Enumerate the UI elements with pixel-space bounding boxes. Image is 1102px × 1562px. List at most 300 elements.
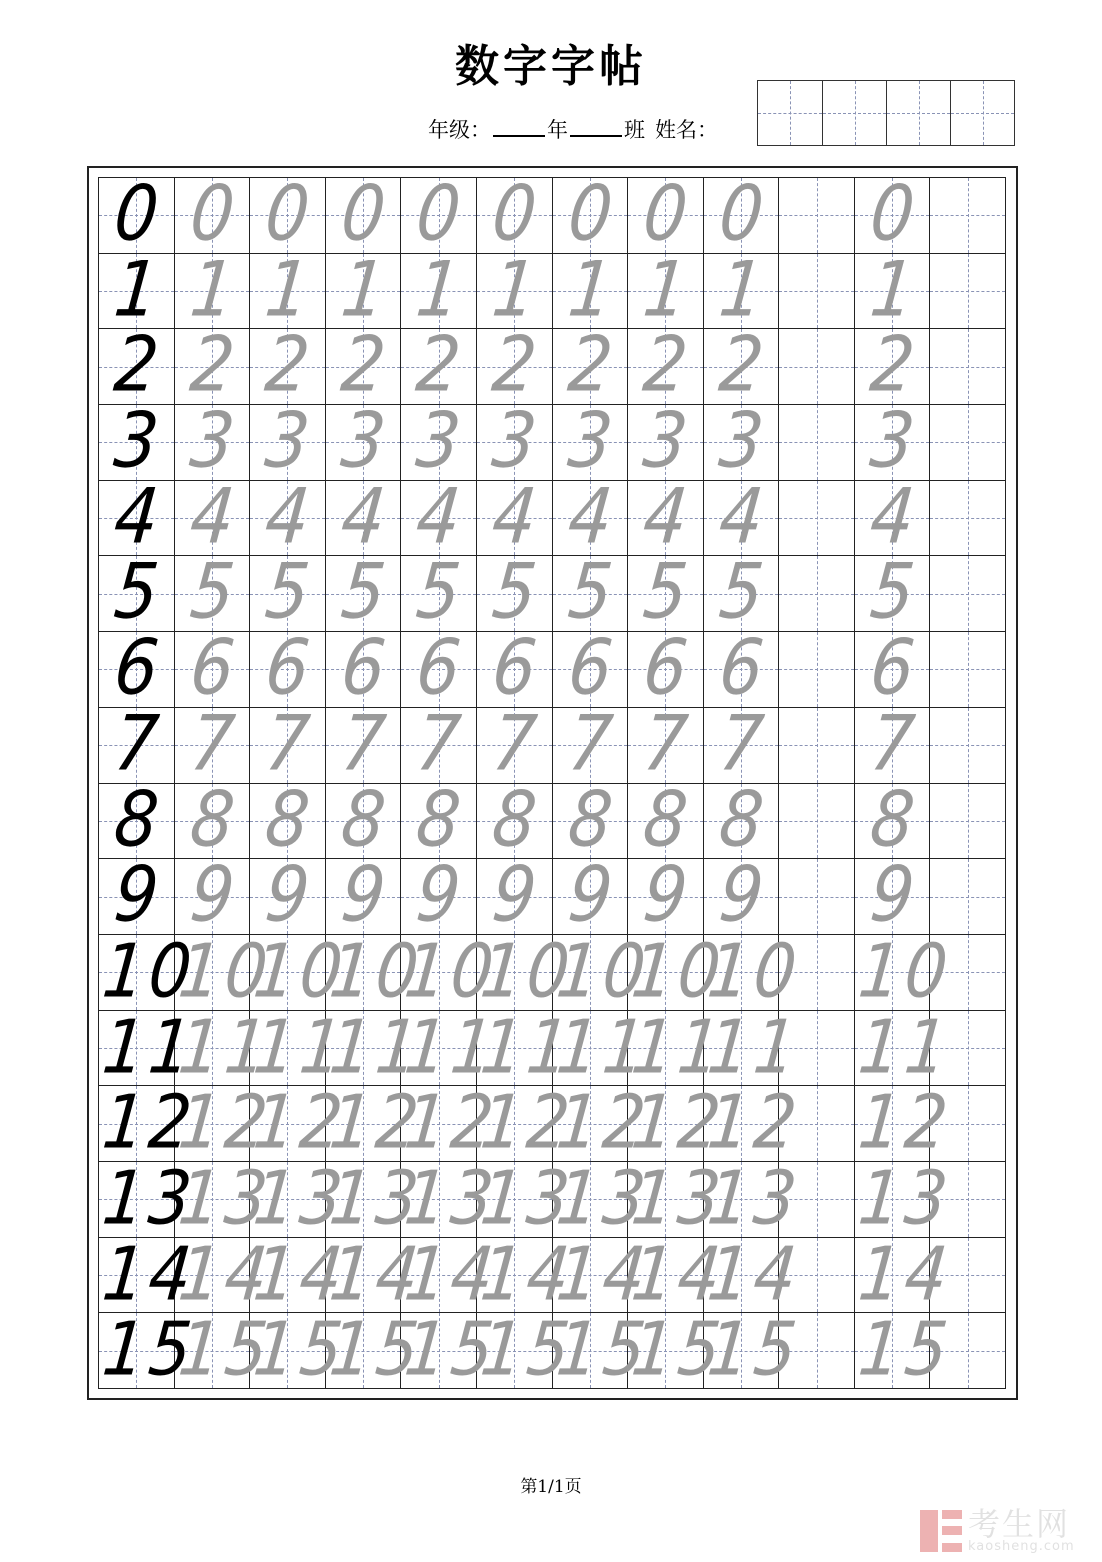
grid-cell[interactable] [779, 254, 855, 330]
model-digit: 4 [110, 473, 163, 562]
trace-digit: 0 [337, 170, 389, 260]
grid-cell[interactable] [401, 321, 477, 411]
name-box[interactable] [758, 81, 822, 145]
grid-cell[interactable] [855, 776, 931, 865]
grid-cell[interactable] [326, 170, 402, 260]
grid-cell[interactable] [930, 708, 1006, 784]
grid-cell[interactable] [476, 1079, 577, 1167]
trace-digit: 12 [552, 1079, 653, 1167]
grid-cell[interactable] [174, 1306, 275, 1394]
grid-cell[interactable] [477, 246, 553, 335]
grid-cell[interactable] [704, 700, 780, 789]
grid-cell[interactable] [930, 556, 1006, 632]
grid-cell[interactable] [553, 170, 629, 260]
trace-digit: 3 [564, 397, 616, 487]
model-digit: 3 [110, 397, 163, 487]
grid-cell[interactable] [250, 776, 326, 865]
grid-cell[interactable] [175, 624, 251, 714]
grid-cell[interactable] [250, 1231, 351, 1318]
trace-digit: 9 [639, 851, 692, 941]
grid-cell[interactable] [99, 1004, 200, 1091]
trace-digit: 15 [250, 1306, 351, 1394]
trace-digit: 3 [488, 397, 541, 487]
trace-digit: 10 [854, 928, 955, 1015]
grid-cell[interactable] [855, 397, 931, 487]
model-digit: 6 [110, 624, 163, 714]
grid-cell[interactable] [175, 170, 251, 260]
grid-cell[interactable] [326, 624, 402, 714]
grid-cell[interactable] [704, 170, 780, 260]
grid-cell[interactable] [553, 473, 629, 562]
grid-cell[interactable] [477, 397, 553, 487]
grid-cell[interactable] [553, 776, 629, 865]
grid-cell[interactable] [553, 246, 629, 335]
watermark-cn: 考生网 [968, 1505, 1071, 1543]
grid-cell[interactable] [703, 1231, 804, 1318]
trace-digit: 14 [476, 1231, 577, 1318]
grid-cell[interactable] [325, 1004, 426, 1091]
grid-cell[interactable] [704, 624, 780, 714]
grid-cell[interactable] [628, 1306, 729, 1394]
trace-digit: 6 [261, 624, 314, 714]
grid-cell[interactable] [854, 1004, 955, 1091]
trace-digit: 11 [325, 1004, 426, 1091]
trace-digit: 7 [412, 700, 465, 789]
grid-cell[interactable] [553, 624, 629, 714]
grid-cell[interactable] [704, 397, 780, 487]
trace-digit: 0 [186, 170, 238, 260]
grid-cell[interactable] [628, 548, 704, 638]
page-title: 数字字帖 [455, 41, 647, 92]
trace-digit: 2 [186, 321, 238, 411]
trace-digit: 4 [564, 473, 616, 562]
model-digit: 0 [110, 170, 163, 260]
grid-cell[interactable] [855, 624, 931, 714]
grid-cell[interactable] [326, 851, 402, 941]
grid-cell[interactable] [99, 397, 175, 487]
trace-digit: 4 [337, 473, 389, 562]
trace-digit: 4 [639, 473, 692, 562]
trace-digit: 5 [412, 548, 465, 638]
trace-digit: 9 [488, 851, 541, 941]
grid-cell[interactable] [704, 473, 780, 562]
trace-digit: 12 [401, 1079, 502, 1167]
grid-cell[interactable] [326, 548, 402, 638]
grid-cell[interactable] [99, 624, 175, 714]
grid-cell[interactable] [476, 1231, 577, 1318]
trace-digit: 0 [261, 170, 314, 260]
grid-cell[interactable] [779, 556, 855, 632]
trace-digit: 15 [628, 1306, 729, 1394]
trace-digit: 14 [552, 1231, 653, 1318]
name-box[interactable] [886, 81, 950, 145]
model-digit: 10 [99, 928, 200, 1015]
grid-cell[interactable] [477, 170, 553, 260]
grid-cell[interactable] [326, 473, 402, 562]
grid-cell[interactable] [401, 928, 502, 1015]
grid-cell[interactable] [477, 776, 553, 865]
trace-digit: 1 [261, 246, 314, 335]
grid-cell[interactable] [99, 776, 175, 865]
trace-digit: 12 [174, 1079, 275, 1167]
grid-cell[interactable] [855, 473, 931, 562]
trace-digit: 3 [261, 397, 314, 487]
grid-cell[interactable] [250, 928, 351, 1015]
trace-digit: 2 [866, 321, 918, 411]
grid-cell[interactable] [779, 405, 855, 481]
trace-digit: 8 [337, 776, 389, 865]
grid-cell[interactable] [704, 321, 780, 411]
grid-cell[interactable] [552, 1306, 653, 1394]
grid-cell[interactable] [628, 928, 729, 1015]
trace-digit: 8 [715, 776, 767, 865]
grid-cell[interactable] [99, 473, 175, 562]
trace-digit: 0 [715, 170, 767, 260]
trace-digit: 4 [186, 473, 238, 562]
grid-cell[interactable] [553, 548, 629, 638]
trace-digit: 4 [866, 473, 918, 562]
grid-cell[interactable] [325, 1231, 426, 1318]
grid-cell[interactable] [628, 1155, 729, 1242]
grid-cell[interactable] [250, 1004, 351, 1091]
grid-cell[interactable] [326, 321, 402, 411]
grid-cell[interactable] [175, 473, 251, 562]
grid-cell[interactable] [779, 859, 855, 935]
grid-cell[interactable] [250, 624, 326, 714]
grid-cell[interactable] [779, 178, 855, 254]
grid-cell[interactable] [930, 405, 1006, 481]
trace-digit: 14 [703, 1231, 804, 1318]
grid-cell[interactable] [779, 481, 855, 557]
grid-cell[interactable] [477, 624, 553, 714]
trace-digit: 7 [186, 700, 238, 789]
trace-digit: 6 [412, 624, 465, 714]
trace-digit: 11 [703, 1004, 804, 1091]
grid-cell[interactable] [174, 1079, 275, 1167]
grid-cell[interactable] [401, 700, 477, 789]
grid-cell[interactable] [175, 246, 251, 335]
grid-cell[interactable] [704, 548, 780, 638]
grid-cell[interactable] [250, 1306, 351, 1394]
grid-cell[interactable] [628, 321, 704, 411]
trace-digit: 10 [325, 928, 426, 1015]
grid-cell[interactable] [99, 321, 175, 411]
grade-label: 年级： [428, 118, 491, 142]
trace-digit: 10 [628, 928, 729, 1015]
trace-digit: 15 [174, 1306, 275, 1394]
trace-digit: 3 [715, 397, 767, 487]
grid-cell[interactable] [250, 170, 326, 260]
trace-digit: 7 [488, 700, 541, 789]
grid-cell[interactable] [628, 700, 704, 789]
grid-cell[interactable] [703, 928, 804, 1015]
trace-digit: 12 [854, 1079, 955, 1167]
grid-cell[interactable] [628, 473, 704, 562]
grid-cell[interactable] [401, 397, 477, 487]
grid-cell[interactable] [704, 246, 780, 335]
grid-cell[interactable] [855, 548, 931, 638]
grid-cell[interactable] [552, 1155, 653, 1242]
trace-digit: 8 [639, 776, 692, 865]
trace-digit: 3 [639, 397, 692, 487]
grid-cell[interactable] [779, 632, 855, 708]
name-box[interactable] [950, 81, 1014, 145]
trace-digit: 12 [325, 1079, 426, 1167]
grid-cell[interactable] [552, 1004, 653, 1091]
trace-digit: 15 [325, 1306, 426, 1394]
grid-cell[interactable] [703, 1004, 804, 1091]
trace-digit: 3 [412, 397, 465, 487]
trace-digit: 12 [628, 1079, 729, 1167]
grid-cell[interactable] [552, 1079, 653, 1167]
grid-cell[interactable] [326, 700, 402, 789]
grid-cell[interactable] [99, 1079, 200, 1167]
trace-digit: 13 [703, 1155, 804, 1242]
trace-digit: 2 [488, 321, 541, 411]
grid-cell[interactable] [854, 1231, 955, 1318]
trace-digit: 14 [628, 1231, 729, 1318]
grid-cell[interactable] [930, 254, 1006, 330]
grid-cell[interactable] [477, 700, 553, 789]
grid-cell[interactable] [99, 928, 200, 1015]
grid-cell[interactable] [855, 321, 931, 411]
grid-cell[interactable] [476, 1155, 577, 1242]
grid-cell[interactable] [703, 1155, 804, 1242]
trace-digit: 15 [401, 1306, 502, 1394]
grid-cell[interactable] [855, 170, 931, 260]
grid-cell[interactable] [401, 548, 477, 638]
grid-cell[interactable] [553, 700, 629, 789]
grid-cell[interactable] [854, 1306, 955, 1394]
grid-cell[interactable] [628, 170, 704, 260]
grid-cell[interactable] [703, 1079, 804, 1167]
trace-digit: 6 [488, 624, 541, 714]
grid-cell[interactable] [553, 851, 629, 941]
trace-digit: 10 [250, 928, 351, 1015]
trace-digit: 6 [866, 624, 918, 714]
grid-cell[interactable] [628, 397, 704, 487]
trace-digit: 6 [639, 624, 692, 714]
grid-cell[interactable] [476, 928, 577, 1015]
trace-digit: 1 [186, 246, 238, 335]
grid-cell[interactable] [476, 1306, 577, 1394]
year-label: 年 [547, 118, 568, 142]
grid-cell[interactable] [552, 928, 653, 1015]
trace-digit: 13 [250, 1155, 351, 1242]
trace-digit: 6 [337, 624, 389, 714]
trace-digit: 6 [186, 624, 238, 714]
grid-cell[interactable] [401, 776, 477, 865]
trace-digit: 11 [854, 1004, 955, 1091]
grid-cell[interactable] [401, 1231, 502, 1318]
grid-cell[interactable] [326, 246, 402, 335]
grid-cell[interactable] [854, 1079, 955, 1167]
name-box[interactable] [822, 81, 886, 145]
grade-blank[interactable] [493, 117, 545, 137]
trace-digit: 1 [564, 246, 616, 335]
trace-digit: 13 [476, 1155, 577, 1242]
grid-cell[interactable] [325, 928, 426, 1015]
trace-digit: 1 [488, 246, 541, 335]
grid-cell[interactable] [855, 700, 931, 789]
trace-digit: 8 [186, 776, 238, 865]
grid-cell[interactable] [99, 851, 175, 941]
model-digit: 9 [110, 851, 163, 941]
model-digit: 14 [99, 1231, 200, 1318]
practice-grid [98, 170, 1006, 1394]
grid-cell[interactable] [628, 851, 704, 941]
grid-cell[interactable] [628, 1231, 729, 1318]
grid-cell[interactable] [99, 548, 175, 638]
grid-cell[interactable] [250, 1079, 351, 1167]
grid-cell[interactable] [175, 776, 251, 865]
trace-digit: 13 [628, 1155, 729, 1242]
grid-cell[interactable] [628, 624, 704, 714]
grid-cell[interactable] [779, 708, 855, 784]
grid-cell[interactable] [250, 246, 326, 335]
grid-cell[interactable] [930, 329, 1006, 405]
grid-cell[interactable] [250, 473, 326, 562]
grid-cell[interactable] [553, 321, 629, 411]
grid-cell[interactable] [930, 784, 1006, 860]
trace-digit: 7 [715, 700, 767, 789]
grid-cell[interactable] [250, 397, 326, 487]
grid-cell[interactable] [930, 632, 1006, 708]
grid-cell[interactable] [250, 548, 326, 638]
grid-cell[interactable] [174, 1004, 275, 1091]
grid-cell[interactable] [477, 321, 553, 411]
grid-cell[interactable] [99, 170, 175, 260]
grid-cell[interactable] [401, 1155, 502, 1242]
grid-cell[interactable] [175, 700, 251, 789]
trace-digit: 1 [337, 246, 389, 335]
trace-digit: 7 [261, 700, 314, 789]
grid-cell[interactable] [326, 397, 402, 487]
grid-cell[interactable] [854, 928, 955, 1015]
grid-cell[interactable] [401, 246, 477, 335]
trace-digit: 2 [564, 321, 616, 411]
trace-digit: 4 [715, 473, 767, 562]
trace-digit: 5 [261, 548, 314, 638]
grid-cell[interactable] [174, 1231, 275, 1318]
trace-digit: 13 [854, 1155, 955, 1242]
grid-cell[interactable] [477, 851, 553, 941]
trace-digit: 7 [639, 700, 692, 789]
grid-cell[interactable] [175, 321, 251, 411]
trace-digit: 9 [866, 851, 918, 941]
grid-cell[interactable] [704, 851, 780, 941]
grid-cell[interactable] [628, 1004, 729, 1091]
grid-cell[interactable] [401, 1004, 502, 1091]
trace-digit: 8 [412, 776, 465, 865]
grid-cell[interactable] [553, 397, 629, 487]
grid-cell[interactable] [175, 851, 251, 941]
grid-cell[interactable] [855, 851, 931, 941]
trace-digit: 2 [337, 321, 389, 411]
trace-digit: 14 [401, 1231, 502, 1318]
grid-cell[interactable] [325, 1079, 426, 1167]
grid-cell[interactable] [477, 473, 553, 562]
grid-cell[interactable] [401, 624, 477, 714]
grid-cell[interactable] [99, 1306, 200, 1394]
grid-cell[interactable] [704, 776, 780, 865]
grid-cell[interactable] [325, 1155, 426, 1242]
grid-cell[interactable] [930, 481, 1006, 557]
grid-cell[interactable] [175, 548, 251, 638]
grid-cell[interactable] [250, 700, 326, 789]
grid-cell[interactable] [930, 859, 1006, 935]
trace-digit: 6 [715, 624, 767, 714]
trace-digit: 2 [412, 321, 465, 411]
trace-digit: 1 [715, 246, 767, 335]
grid-cell[interactable] [174, 1155, 275, 1242]
trace-digit: 12 [476, 1079, 577, 1167]
trace-digit: 3 [866, 397, 918, 487]
grid-cell[interactable] [250, 1155, 351, 1242]
grid-cell[interactable] [250, 851, 326, 941]
trace-digit: 1 [639, 246, 692, 335]
grid-cell[interactable] [477, 548, 553, 638]
trace-digit: 3 [337, 397, 389, 487]
watermark-en: kaosheng.com [968, 1539, 1075, 1554]
trace-digit: 5 [337, 548, 389, 638]
grid-cell[interactable] [99, 1155, 200, 1242]
grid-cell[interactable] [628, 1079, 729, 1167]
grid-cell[interactable] [779, 784, 855, 860]
grid-cell[interactable] [401, 1079, 502, 1167]
trace-digit: 7 [866, 700, 918, 789]
grid-cell[interactable] [175, 397, 251, 487]
grid-cell[interactable] [250, 321, 326, 411]
grid-cell[interactable] [401, 1306, 502, 1394]
trace-digit: 11 [174, 1004, 275, 1091]
grid-cell[interactable] [99, 1231, 200, 1318]
grid-cell[interactable] [628, 246, 704, 335]
grid-cell[interactable] [99, 700, 175, 789]
grid-cell[interactable] [476, 1004, 577, 1091]
grid-cell[interactable] [779, 329, 855, 405]
grid-cell[interactable] [174, 928, 275, 1015]
model-digit: 8 [110, 776, 163, 865]
trace-digit: 14 [174, 1231, 275, 1318]
trace-digit: 4 [488, 473, 541, 562]
grid-cell[interactable] [401, 170, 477, 260]
grid-cell[interactable] [401, 851, 477, 941]
grid-cell[interactable] [325, 1306, 426, 1394]
trace-digit: 15 [854, 1306, 955, 1394]
trace-digit: 11 [401, 1004, 502, 1091]
student-info-line [428, 114, 718, 144]
grid-cell[interactable] [401, 473, 477, 562]
trace-digit: 14 [854, 1231, 955, 1318]
trace-digit: 0 [488, 170, 541, 260]
grid-cell[interactable] [703, 1306, 804, 1394]
grid-cell[interactable] [854, 1155, 955, 1242]
model-digit: 2 [110, 321, 163, 411]
grid-cell[interactable] [99, 246, 175, 335]
grid-cell[interactable] [552, 1231, 653, 1318]
trace-digit: 10 [174, 928, 275, 1015]
trace-digit: 11 [476, 1004, 577, 1091]
model-digit: 11 [99, 1004, 200, 1091]
grid-cell[interactable] [628, 776, 704, 865]
trace-digit: 6 [564, 624, 616, 714]
grid-cell[interactable] [855, 246, 931, 335]
grid-cell[interactable] [930, 178, 1006, 254]
grid-cell[interactable] [326, 776, 402, 865]
class-blank[interactable] [570, 117, 622, 137]
trace-digit: 5 [564, 548, 616, 638]
